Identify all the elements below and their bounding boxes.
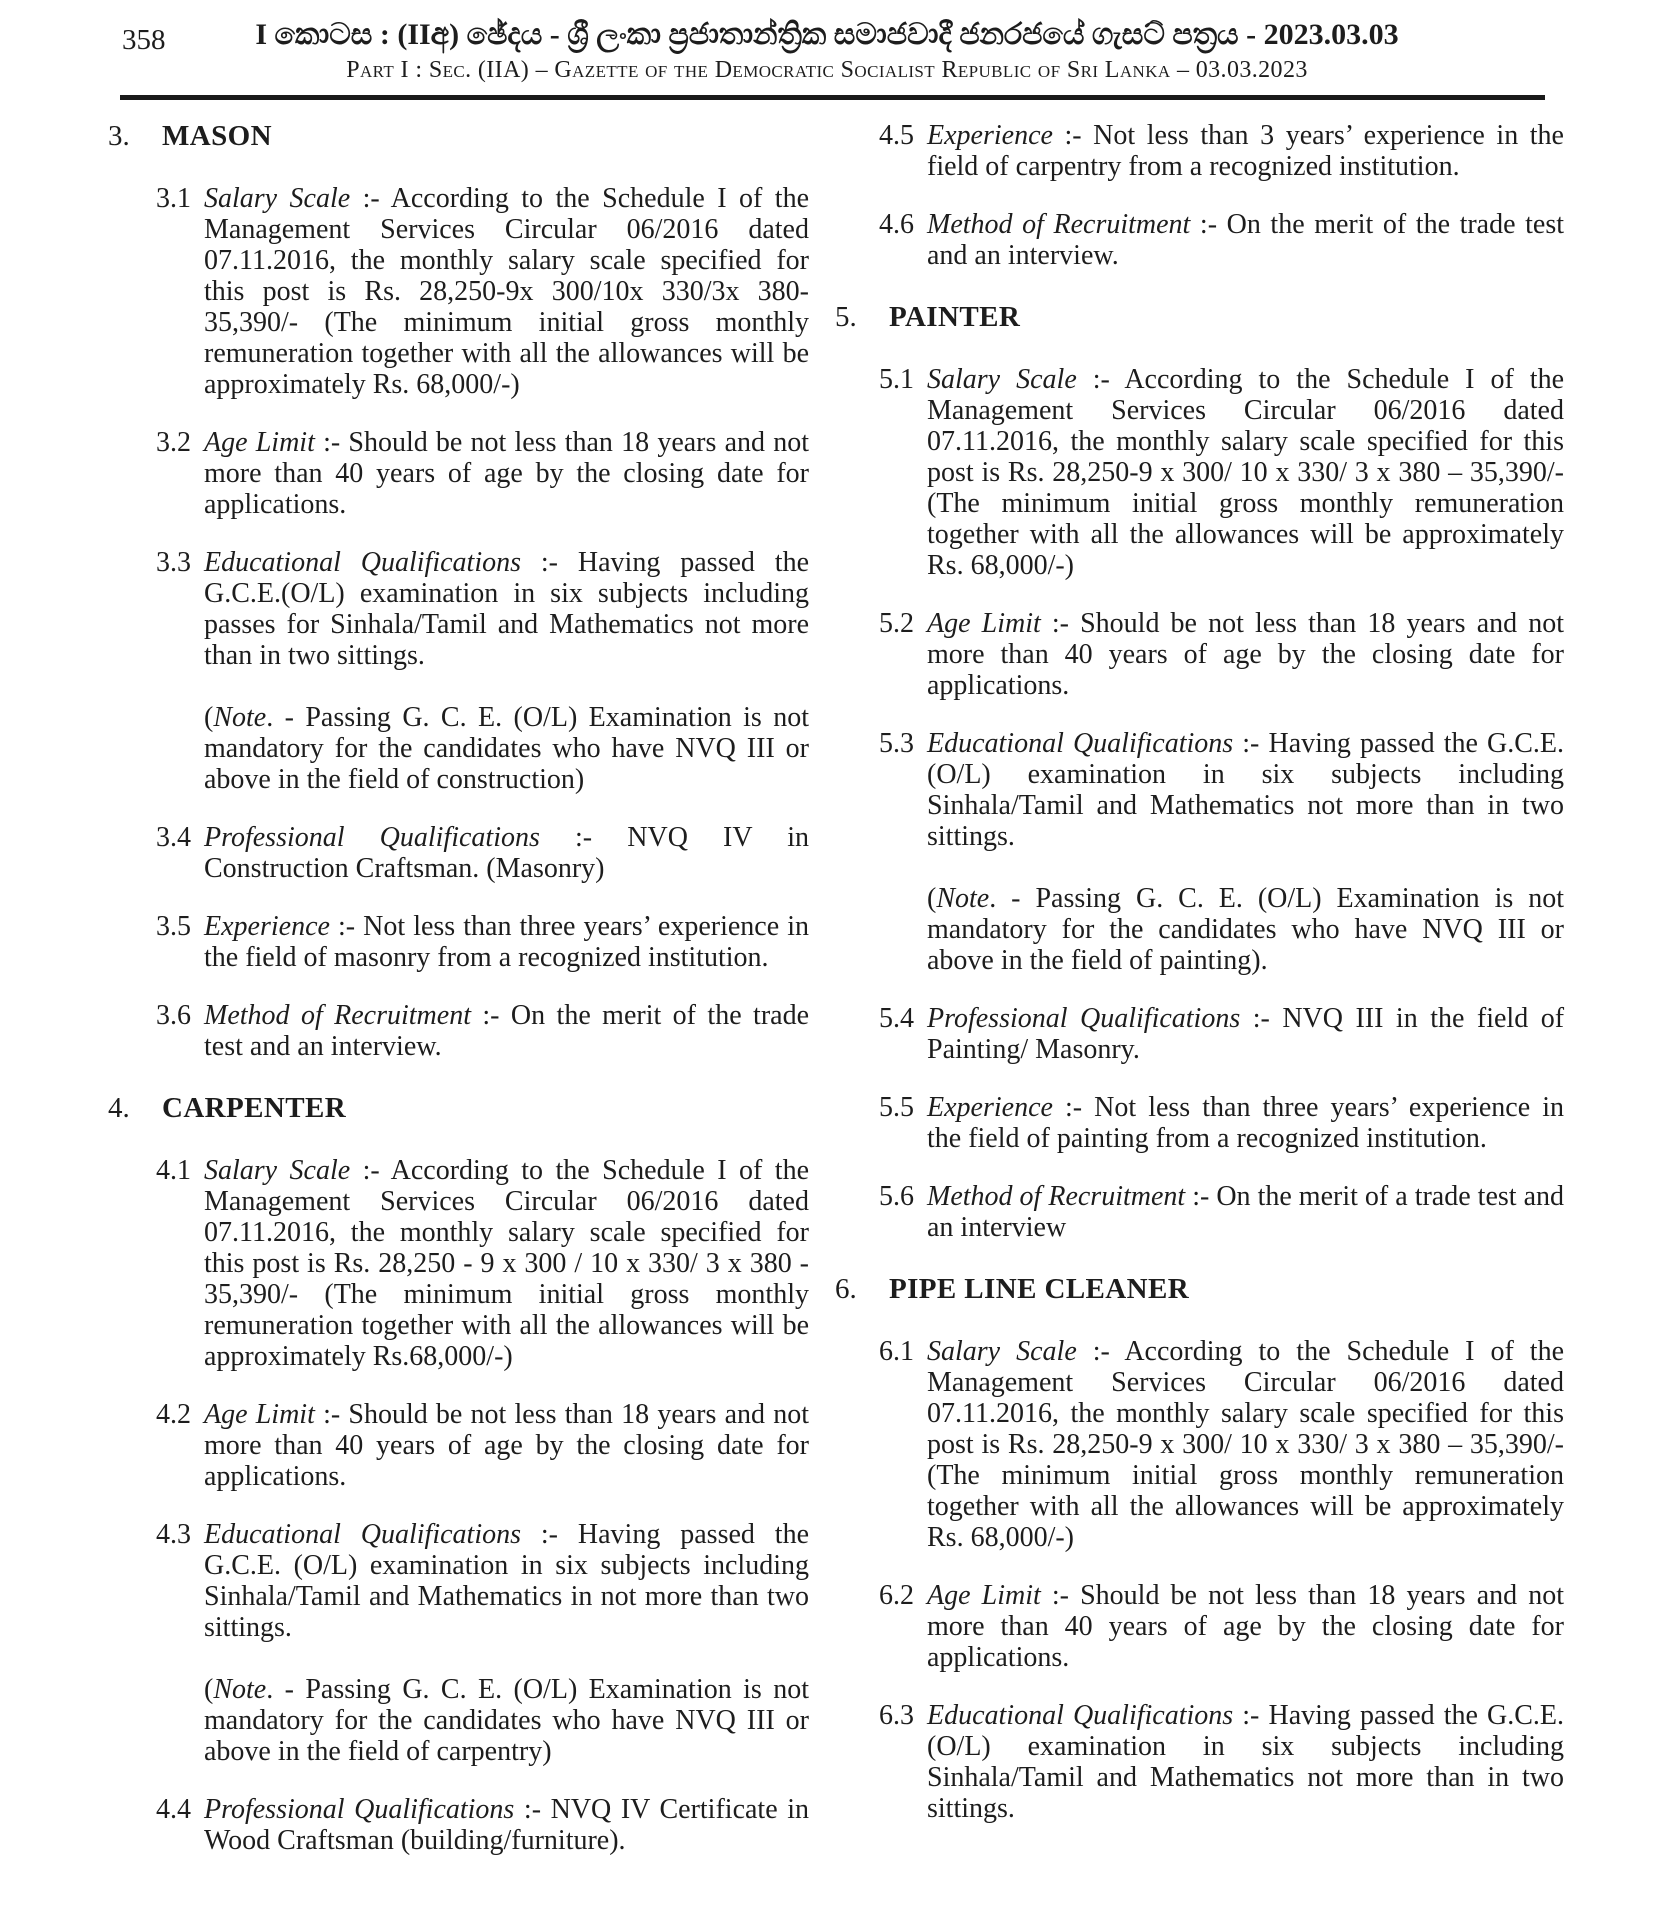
item-number: 3.2 bbox=[156, 427, 191, 458]
item-text: :- Should be not less than 18 years and not more than 40 years of age by the closing date for applications. bbox=[927, 608, 1565, 701]
item-body bbox=[927, 1003, 1564, 1065]
section-title: CARPENTER bbox=[162, 1092, 347, 1124]
item-text: :- Not less than 3 years’ experience in the field of carpentry from a recognized institution. bbox=[927, 120, 1564, 182]
item-body bbox=[204, 1155, 809, 1372]
section-heading bbox=[835, 301, 1564, 334]
note-paragraph bbox=[204, 702, 809, 795]
note-open: ( bbox=[927, 883, 937, 914]
item bbox=[100, 1155, 809, 1372]
item-text: :- Having passed the G.C.E.(O/L) examination in six subjects including passes for Sinhala/Tamil and Mathematics not more than in two sittings. bbox=[204, 547, 810, 671]
item-label: Professional Qualifications bbox=[927, 1003, 1241, 1034]
item-body bbox=[927, 120, 1564, 182]
item-label: Age Limit bbox=[204, 427, 315, 458]
item-number: 3.5 bbox=[156, 911, 191, 942]
item bbox=[835, 1336, 1564, 1553]
item-number: 3.3 bbox=[156, 547, 191, 578]
item-paragraph bbox=[927, 1580, 1564, 1673]
item-paragraph bbox=[927, 1003, 1564, 1065]
item-label: Age Limit bbox=[927, 608, 1041, 639]
section-heading bbox=[100, 120, 809, 153]
note-paragraph bbox=[927, 883, 1564, 976]
item bbox=[835, 1003, 1564, 1065]
item bbox=[835, 1700, 1564, 1824]
item-number: 4.3 bbox=[156, 1519, 191, 1550]
item bbox=[835, 364, 1564, 581]
section-number: 5. bbox=[835, 301, 857, 333]
item-paragraph bbox=[204, 427, 809, 520]
note-paragraph bbox=[204, 1674, 809, 1767]
item-number: 4.1 bbox=[156, 1155, 191, 1186]
header-title-sinhala: I කොටස : (IIඅ) ඡේදය - ශ්‍රී ලංකා ප්‍රජාතාන්ත්‍රික සමාජවාදී ජනරජයේ ගැසට් පත්‍රය - 2023.03.03 bbox=[255, 18, 1399, 51]
item-label: Experience bbox=[927, 1092, 1053, 1123]
item-label: Educational Qualifications bbox=[204, 547, 521, 578]
item-number: 4.6 bbox=[879, 209, 914, 240]
item-paragraph bbox=[204, 911, 809, 973]
section bbox=[100, 120, 809, 1062]
item bbox=[835, 120, 1564, 182]
item-paragraph bbox=[204, 547, 809, 671]
item-body bbox=[927, 1336, 1564, 1553]
item-text: :- Should be not less than 18 years and not more than 40 years of age by the closing date for applications. bbox=[204, 427, 810, 520]
item-body bbox=[927, 1580, 1564, 1673]
item-number: 5.2 bbox=[879, 608, 914, 639]
note-open: ( bbox=[204, 1674, 214, 1705]
item-body bbox=[927, 364, 1564, 581]
section bbox=[835, 301, 1564, 1243]
item bbox=[835, 1181, 1564, 1243]
item-body bbox=[204, 1000, 809, 1062]
item-body bbox=[204, 427, 809, 520]
item-body bbox=[204, 1794, 809, 1856]
item-paragraph bbox=[927, 1336, 1564, 1553]
item-label: Age Limit bbox=[204, 1399, 315, 1430]
item bbox=[100, 427, 809, 520]
item-text: :- According to the Schedule I of the Management Services Circular 06/2016 dated 07.11.2016, the monthly salary scale specified for this post is Rs. 28,250-9 x 300/ 10 x 330/ 3 x 380 – 35,390/- (The minimum initial gross monthly remuneration together with all the allowances will be approximately Rs. 68,000/-) bbox=[927, 1336, 1565, 1553]
item-paragraph bbox=[204, 1519, 809, 1643]
header-rule bbox=[120, 95, 1545, 100]
section-title: MASON bbox=[162, 120, 272, 152]
section-heading bbox=[835, 1273, 1564, 1306]
item bbox=[100, 822, 809, 884]
section-continuation bbox=[835, 120, 1564, 271]
note-label: Note bbox=[213, 702, 267, 733]
section-title: PIPE LINE CLEANER bbox=[889, 1273, 1190, 1305]
item-text: :- According to the Schedule I of the Management Services Circular 06/2016 dated 07.11.2016, the monthly salary scale specified for this post is Rs. 28,250 - 9 x 300 / 10 x 330/ 3 x 380 - 35,390/- (The minimum initial gross monthly remuneration together with all the allowances will be approximately Rs.68,000/-) bbox=[204, 1155, 809, 1372]
item-body bbox=[204, 183, 809, 400]
item-text: :- On the merit of the trade test and an interview. bbox=[927, 209, 1565, 271]
item-label: Experience bbox=[204, 911, 330, 942]
item-text: :- NVQ III in the field of Painting/ Masonry. bbox=[927, 1003, 1565, 1065]
section bbox=[100, 1092, 809, 1856]
item-number: 5.4 bbox=[879, 1003, 914, 1034]
item-paragraph bbox=[927, 1181, 1564, 1243]
item-text: :- NVQ IV in Construction Craftsman. (Masonry) bbox=[204, 822, 809, 884]
item-number: 6.3 bbox=[879, 1700, 914, 1731]
page-number: 358 bbox=[122, 24, 166, 56]
item-paragraph bbox=[204, 1794, 809, 1856]
item-text: :- Having passed the G.C.E. (O/L) examination in six subjects including Sinhala/Tamil and Mathematics in not more than two sittings. bbox=[204, 1519, 810, 1643]
item bbox=[100, 1794, 809, 1856]
item-body bbox=[927, 608, 1564, 701]
item-paragraph bbox=[927, 364, 1564, 581]
item-number: 6.2 bbox=[879, 1580, 914, 1611]
item bbox=[100, 183, 809, 400]
item bbox=[100, 1000, 809, 1062]
item-paragraph bbox=[927, 608, 1564, 701]
item-label: Salary Scale bbox=[204, 183, 351, 214]
item-number: 5.3 bbox=[879, 728, 914, 759]
item-label: Professional Qualifications bbox=[204, 822, 540, 853]
note-text: . - Passing G. C. E. (O/L) Examination is not mandatory for the candidates who have NVQ III or above in the field of construction) bbox=[204, 702, 809, 795]
section bbox=[835, 1273, 1564, 1824]
item-number: 4.4 bbox=[156, 1794, 191, 1825]
item-body bbox=[204, 1519, 809, 1767]
section-title: PAINTER bbox=[889, 301, 1021, 333]
item-label: Age Limit bbox=[927, 1580, 1041, 1611]
item-text: :- On the merit of a trade test and an interview bbox=[927, 1181, 1564, 1243]
item-body bbox=[204, 547, 809, 795]
item bbox=[835, 728, 1564, 976]
item-text: :- Not less than three years’ experience in the field of painting from a recognized institution. bbox=[927, 1092, 1564, 1154]
item-body bbox=[927, 1092, 1564, 1154]
item-number: 3.4 bbox=[156, 822, 191, 853]
item-body bbox=[204, 822, 809, 884]
item-text: :- Not less than three years’ experience in the field of masonry from a recognized institution. bbox=[204, 911, 809, 973]
note-open: ( bbox=[204, 702, 214, 733]
content-columns bbox=[0, 100, 1654, 1883]
item-paragraph bbox=[204, 1000, 809, 1062]
item-text: :- Having passed the G.C.E. (O/L) examination in six subjects including Sinhala/Tamil and Mathematics not more than in two sittings. bbox=[927, 728, 1565, 852]
item-label: Salary Scale bbox=[927, 364, 1077, 395]
item-number: 3.1 bbox=[156, 183, 191, 214]
item-text: :- NVQ IV Certificate in Wood Craftsman (building/furniture). bbox=[204, 1794, 809, 1856]
item-body bbox=[927, 1181, 1564, 1243]
item-label: Method of Recruitment bbox=[204, 1000, 471, 1031]
item-label: Method of Recruitment bbox=[927, 1181, 1186, 1212]
item-number: 5.5 bbox=[879, 1092, 914, 1123]
item-label: Educational Qualifications bbox=[927, 728, 1234, 759]
item-label: Educational Qualifications bbox=[204, 1519, 521, 1550]
item-number: 4.5 bbox=[879, 120, 914, 151]
item-text: :- Having passed the G.C.E. (O/L) examination in six subjects including Sinhala/Tamil and Mathematics not more than in two sittings. bbox=[927, 1700, 1565, 1824]
section-heading bbox=[100, 1092, 809, 1125]
page-header bbox=[0, 0, 1654, 100]
item-text: :- According to the Schedule I of the Management Services Circular 06/2016 dated 07.11.2016, the monthly salary scale specified for this post is Rs. 28,250-9 x 300/ 10 x 330/ 3 x 380 – 35,390/- (The minimum initial gross monthly remuneration together with all the allowances will be approximately Rs. 68,000/-) bbox=[927, 364, 1565, 581]
item-body bbox=[927, 209, 1564, 271]
item bbox=[835, 1092, 1564, 1154]
item bbox=[835, 1580, 1564, 1673]
item-number: 4.2 bbox=[156, 1399, 191, 1430]
header-title-english: Part I : Sec. (IIA) – Gazette of the Democratic Socialist Republic of Sri Lanka – 03.03.2023 bbox=[346, 57, 1308, 83]
item-paragraph bbox=[927, 1092, 1564, 1154]
item-label: Professional Qualifications bbox=[204, 1794, 515, 1825]
item-number: 5.1 bbox=[879, 364, 914, 395]
item-paragraph bbox=[927, 120, 1564, 182]
item bbox=[100, 1399, 809, 1492]
left-column bbox=[100, 120, 809, 1883]
item-text: :- Should be not less than 18 years and not more than 40 years of age by the closing date for applications. bbox=[204, 1399, 810, 1492]
item bbox=[100, 547, 809, 795]
item-body bbox=[204, 1399, 809, 1492]
item-body bbox=[927, 1700, 1564, 1824]
item bbox=[100, 911, 809, 973]
note-label: Note bbox=[213, 1674, 267, 1705]
note-text: . - Passing G. C. E. (O/L) Examination is not mandatory for the candidates who have NVQ III or above in the field of painting). bbox=[927, 883, 1564, 976]
item-paragraph bbox=[204, 183, 809, 400]
item-text: :- According to the Schedule I of the Management Services Circular 06/2016 dated 07.11.2016, the monthly salary scale specified for this post is Rs. 28,250-9x 300/10x 330/3x 380-35,390/- (The minimum initial gross monthly remuneration together with all the allowances will be approximately Rs. 68,000/-) bbox=[204, 183, 809, 400]
item-number: 6.1 bbox=[879, 1336, 914, 1367]
item-paragraph bbox=[927, 1700, 1564, 1824]
section-number: 3. bbox=[108, 120, 130, 152]
item bbox=[835, 608, 1564, 701]
item-number: 3.6 bbox=[156, 1000, 191, 1031]
item-body bbox=[204, 911, 809, 973]
item-label: Salary Scale bbox=[927, 1336, 1077, 1367]
item-body bbox=[927, 728, 1564, 976]
item-paragraph bbox=[204, 822, 809, 884]
item bbox=[100, 1519, 809, 1767]
item-label: Method of Recruitment bbox=[927, 209, 1191, 240]
item-label: Educational Qualifications bbox=[927, 1700, 1234, 1731]
item-paragraph bbox=[204, 1155, 809, 1372]
item bbox=[835, 209, 1564, 271]
section-number: 6. bbox=[835, 1273, 857, 1305]
item-label: Experience bbox=[927, 120, 1053, 151]
item-text: :- Should be not less than 18 years and not more than 40 years of age by the closing date for applications. bbox=[927, 1580, 1565, 1673]
right-column bbox=[835, 120, 1564, 1883]
section-number: 4. bbox=[108, 1092, 130, 1124]
note-label: Note bbox=[936, 883, 990, 914]
item-label: Salary Scale bbox=[204, 1155, 351, 1186]
item-text: :- On the merit of the trade test and an interview. bbox=[204, 1000, 809, 1062]
item-paragraph bbox=[927, 728, 1564, 852]
item-paragraph bbox=[927, 209, 1564, 271]
item-paragraph bbox=[204, 1399, 809, 1492]
item-number: 5.6 bbox=[879, 1181, 914, 1212]
note-text: . - Passing G. C. E. (O/L) Examination is not mandatory for the candidates who have NVQ III or above in the field of carpentry) bbox=[204, 1674, 809, 1767]
